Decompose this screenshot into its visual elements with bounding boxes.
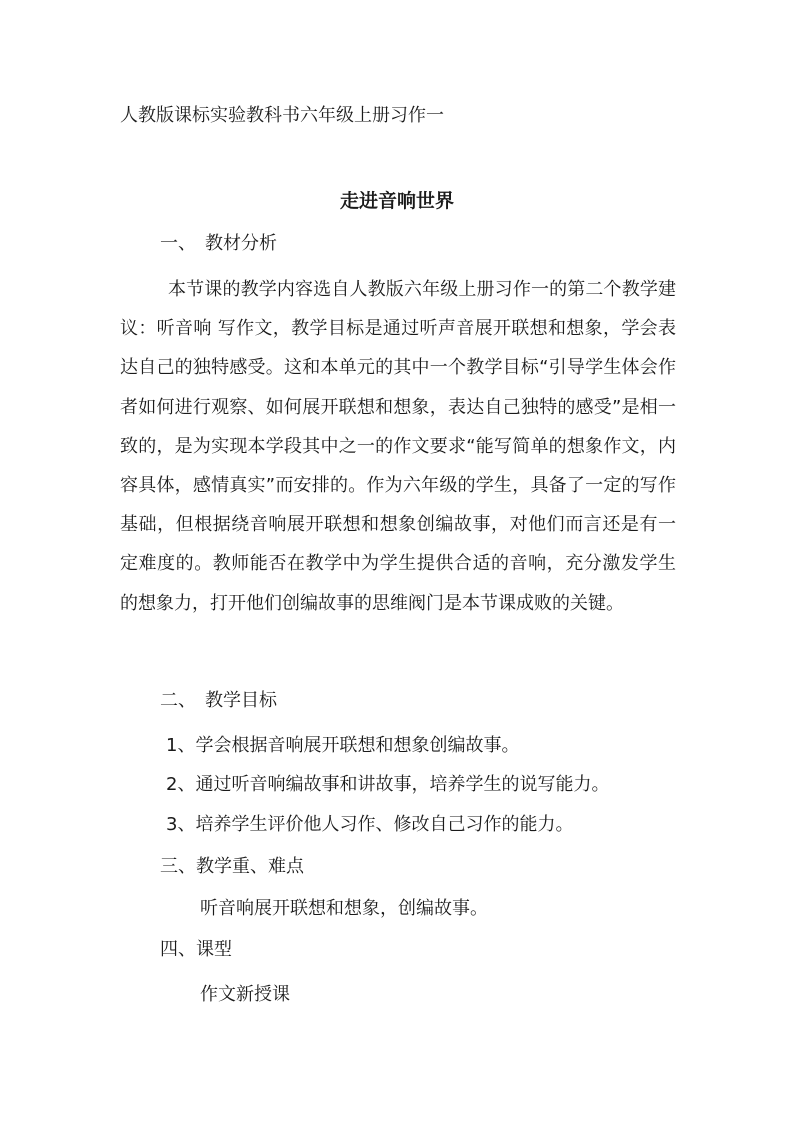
materials-analysis-paragraph: 本节课的教学内容选自人教版六年级上册习作一的第二个教学建议：听音响 写作文，教学目标是通过听声音展开联想和想象，学会表达自己的独特感受。这和本单元的其中一个教学目标“引导学生体会作者如何进行观察、如何展开联想和想象，表达自己独特的感受”是相一致的，是为实现本学段其中之一的作文要求“能写简单的想象作文，内容具体，感情真实”而安排的。作为六年级的学生，具备了一定的写作基础，但根据绕音响展开联想和想象创编故事，对他们而言还是有一定难度的。教师能否在教学中为学生提供合适的音响，充分激发学生的想象力，打开他们创编故事的思维阀门是本节课成败的关键。 [120,279,676,614]
section-heading-lesson-type: 四、课型 [160,939,232,960]
document-subtitle: 人教版课标实验教科书六年级上册习作一 [120,105,444,126]
objective-item-1: 1、学会根据音响展开联想和想象创编故事。 [166,735,520,756]
objective-item-2: 2、通过听音响编故事和讲故事，培养学生的说写能力。 [166,774,610,795]
lesson-type-text: 作文新授课 [200,984,290,1005]
section-heading-objectives: 二、 教学目标 [160,690,277,711]
key-points-text: 听音响展开联想和想象，创编故事。 [200,898,488,919]
document-title: 走进音响世界 [339,190,454,212]
objective-item-3: 3、培养学生评价他人习作、修改自己习作的能力。 [166,814,574,835]
section-heading-key-points: 三、教学重、难点 [160,856,304,877]
section-heading-materials: 一、 教材分析 [160,233,277,254]
